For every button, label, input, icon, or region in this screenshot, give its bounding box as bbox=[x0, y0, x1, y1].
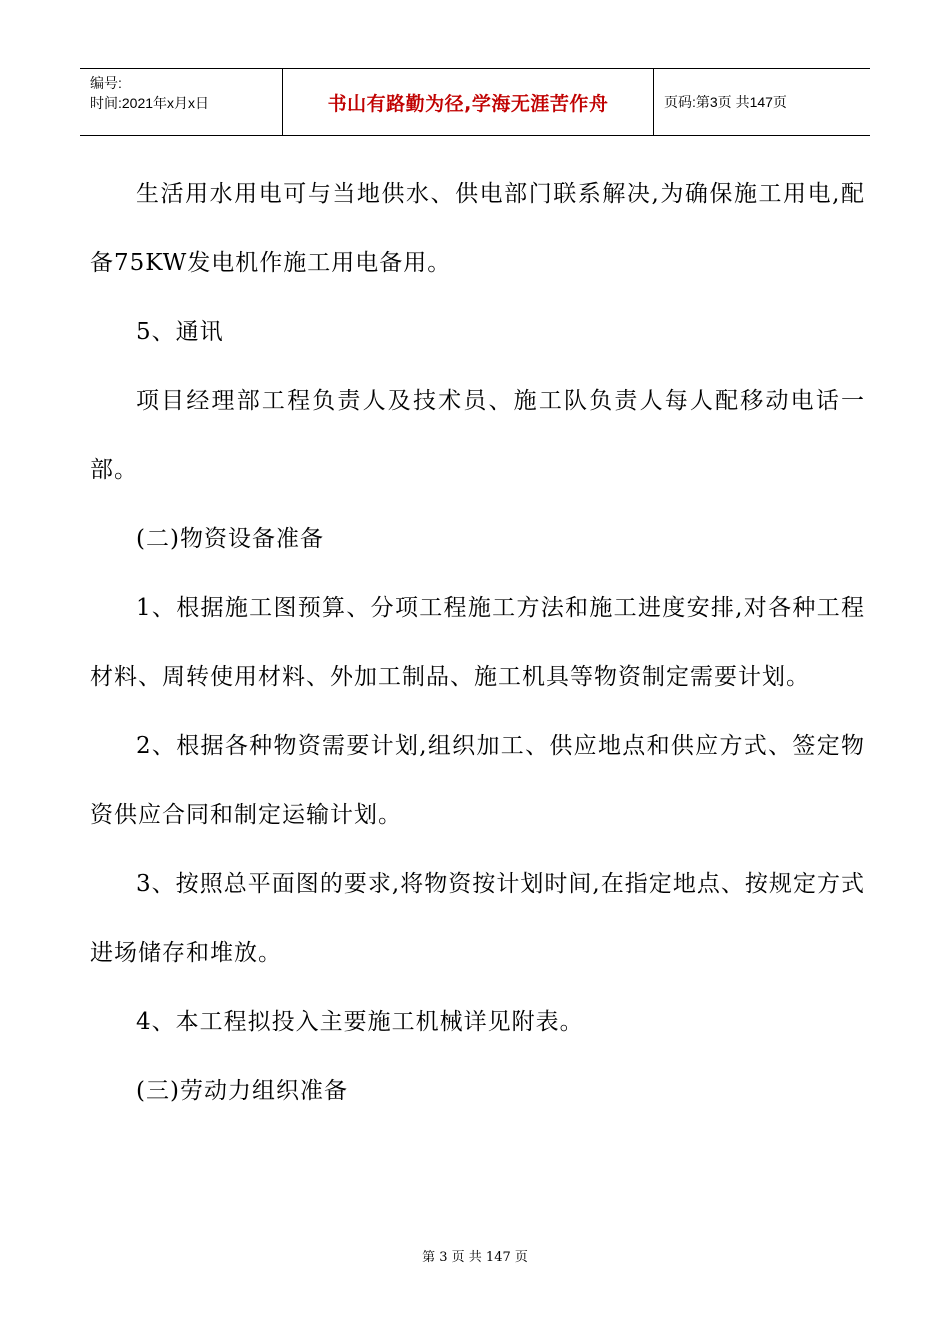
header-page-info: 页码:第3页 共147页 bbox=[664, 94, 787, 110]
paragraph-utilities: 生活用水用电可与当地供水、供电部门联系解决,为确保施工用电,配备75KW发电机作施工用电备用。 bbox=[90, 181, 865, 276]
paragraph-storage: 3、按照总平面图的要求,将物资按计划时间,在指定地点、按规定方式进场储存和堆放。 bbox=[90, 871, 865, 966]
paragraph-materials-plan: 1、根据施工图预算、分项工程施工方法和施工进度安排,对各种工程材料、周转使用材料、外加工制品、施工机具等物资制定需要计划。 bbox=[90, 595, 865, 690]
document-time-label: 时间:2021年x月x日 bbox=[90, 95, 210, 111]
heading-materials-equipment: (二)物资设备准备 bbox=[136, 526, 324, 552]
header-motto: 书山有路勤为径,学海无涯苦作舟 bbox=[327, 92, 609, 115]
heading-labor-organization: (三)劳动力组织准备 bbox=[136, 1078, 348, 1104]
paragraph-supply-contracts: 2、根据各种物资需要计划,组织加工、供应地点和供应方式、签定物资供应合同和制定运输计划。 bbox=[90, 733, 865, 828]
document-body bbox=[90, 160, 865, 1126]
paragraph-machinery: 4、本工程拟投入主要施工机械详见附表。 bbox=[136, 1009, 584, 1035]
header-motto-cell bbox=[282, 69, 654, 135]
paragraph-communications: 项目经理部工程负责人及技术员、施工队负责人每人配移动电话一部。 bbox=[90, 388, 865, 483]
header-meta bbox=[80, 69, 282, 135]
document-number-label: 编号: bbox=[90, 75, 122, 91]
heading-communications: 5、通讯 bbox=[136, 319, 224, 345]
page-header bbox=[80, 68, 870, 136]
page-footer: 第 3 页 共 147 页 bbox=[422, 1250, 528, 1265]
